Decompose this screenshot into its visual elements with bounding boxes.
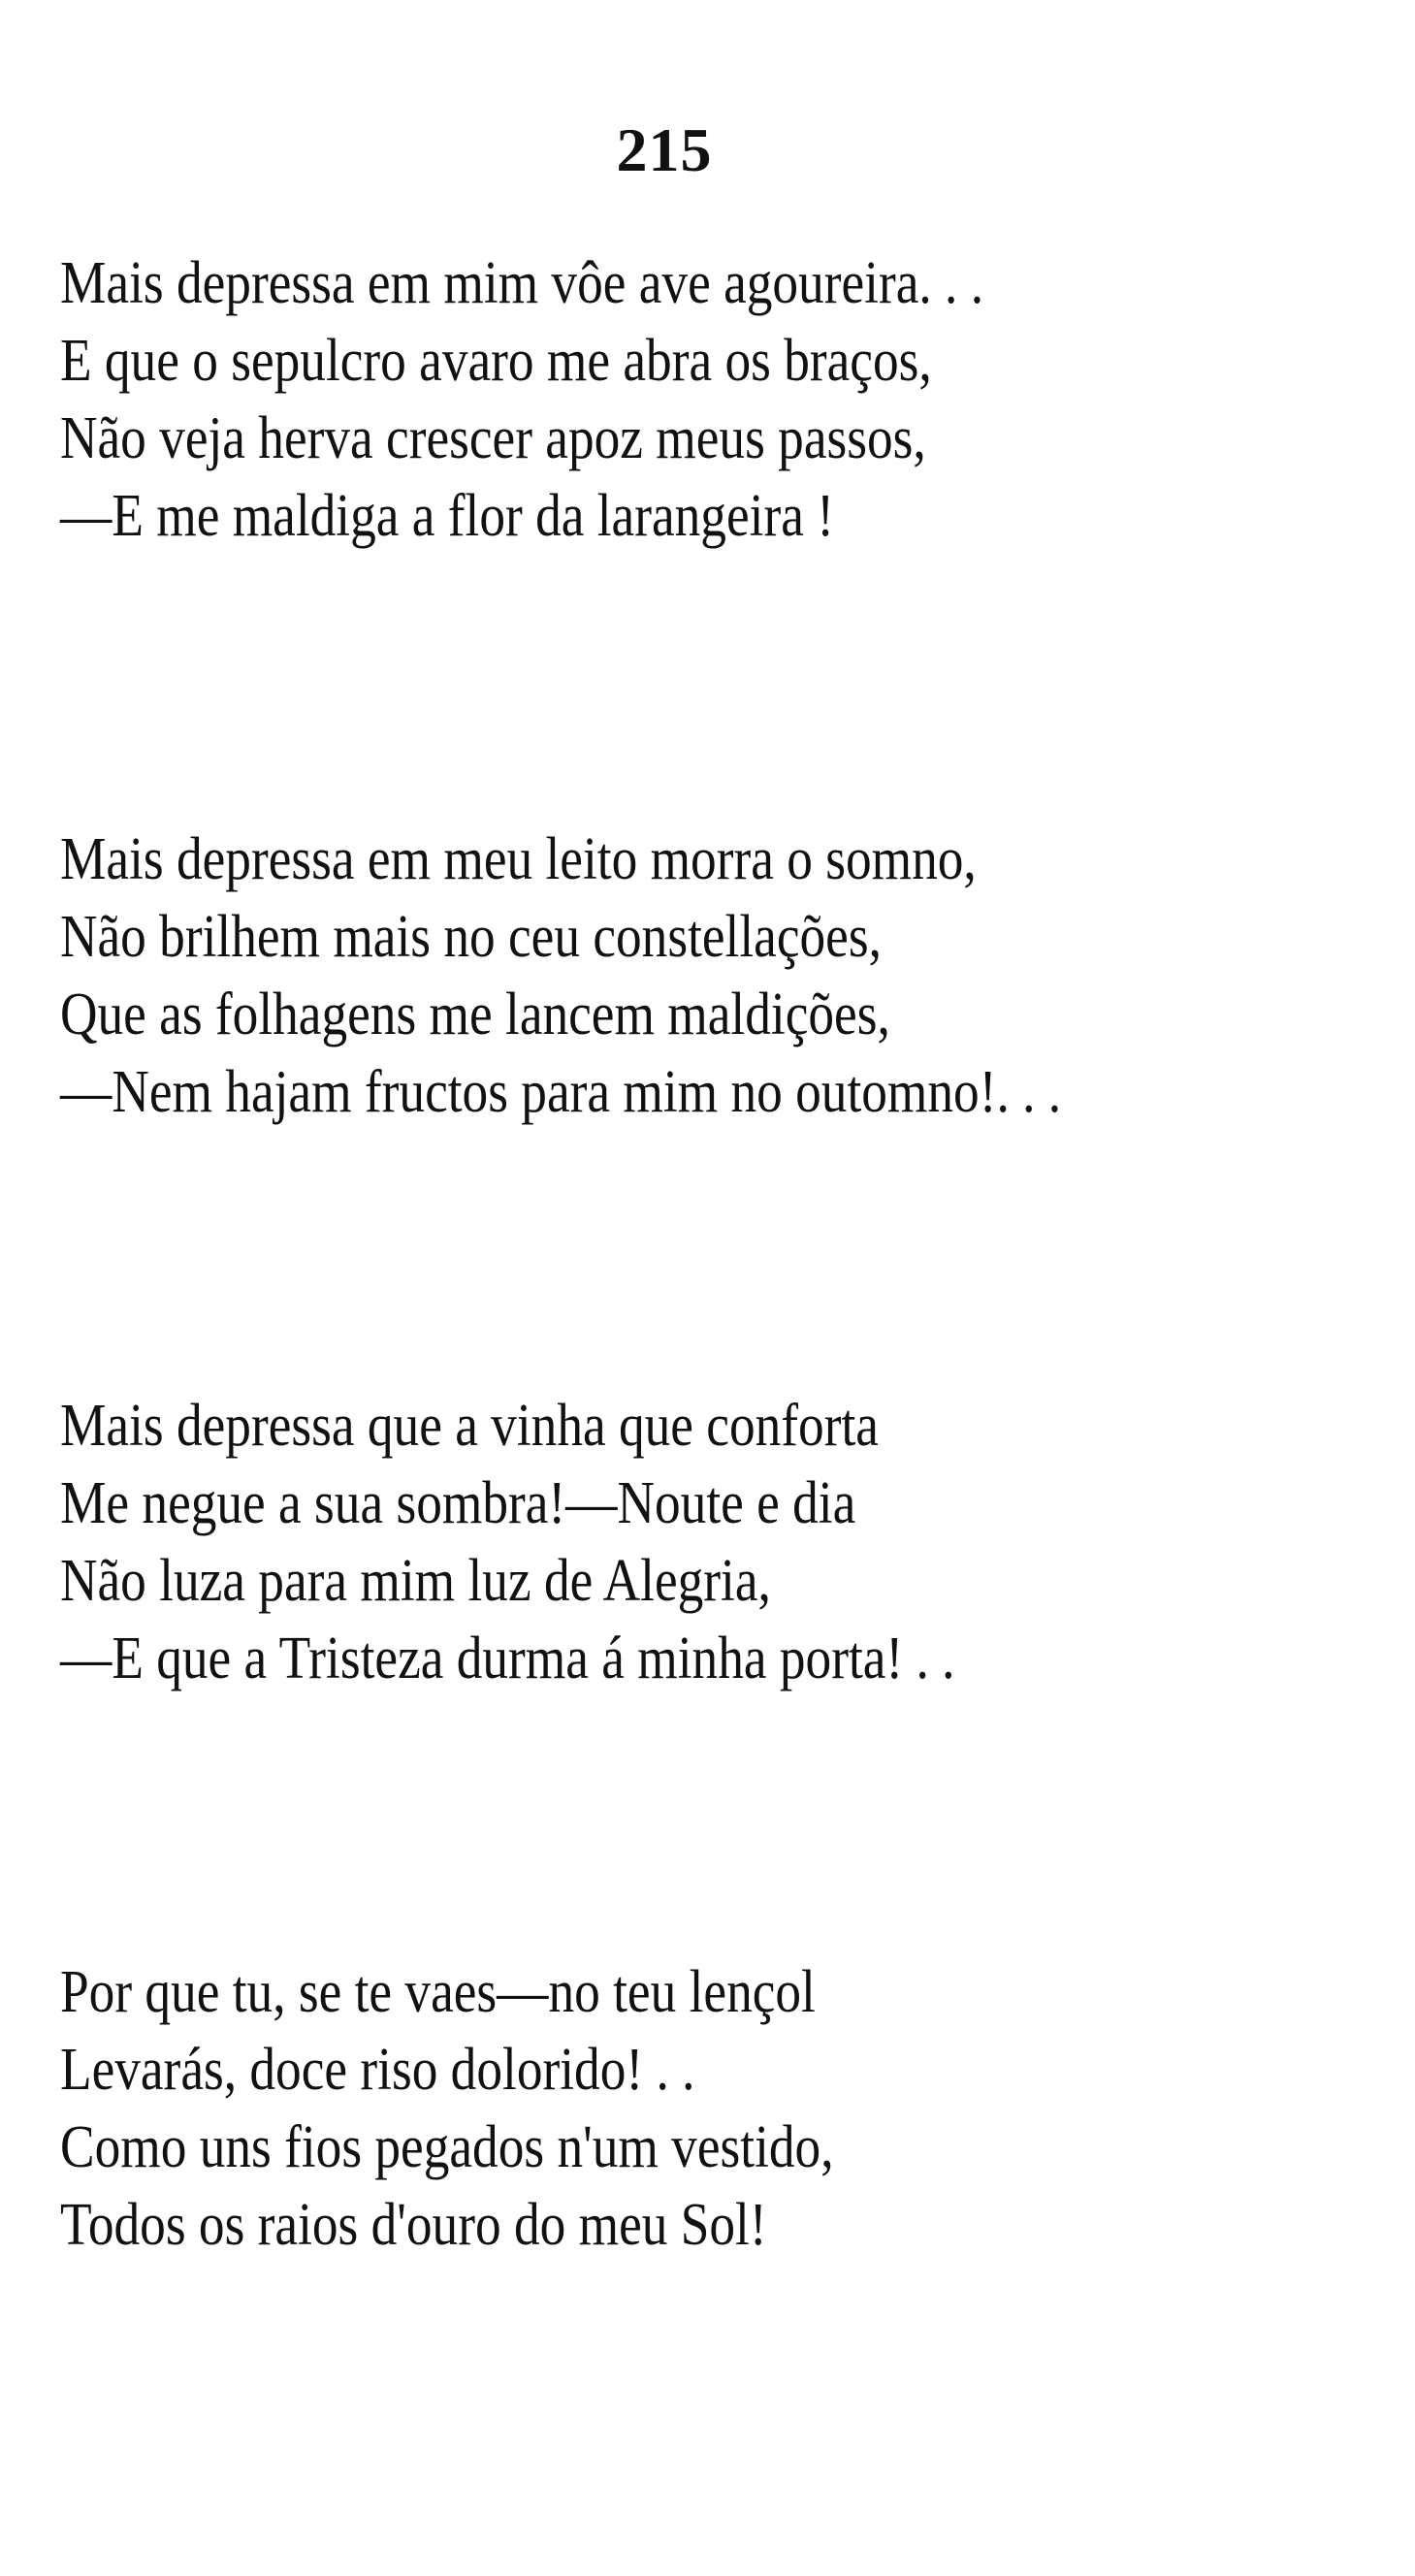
verse-line: Por que tu, se te vaes—no teu lençol [60, 1959, 816, 2025]
verse-line: Não brilhem mais no ceu constellações, [60, 904, 882, 970]
verse-line: Não luza para mim luz de Alegria, [60, 1548, 771, 1614]
verse-line: Todos os raios d'ouro do meu Sol! [60, 2192, 767, 2258]
verse-line: —E me maldiga a flor da larangeira ! [60, 483, 834, 549]
verse-line: Mais depressa em meu leito morra o somno, [60, 826, 977, 892]
verse-line: —Nem hajam fructos para mim no outomno!. . . [60, 1059, 1062, 1125]
verse-line: Mais depressa em mim vôe ave agoureira. . . [60, 250, 984, 316]
verse-line: Me negue a sua sombra!—Noute e dia [60, 1470, 856, 1536]
verse-line: Mais depressa que a vinha que conforta [60, 1393, 879, 1459]
verse-line: E que o sepulcro avaro me abra os braços, [60, 328, 932, 394]
verse-line: Não veja herva crescer apoz meus passos, [60, 405, 926, 471]
page-number: 215 [616, 115, 713, 184]
verse-line: —E que a Tristeza durma á minha porta! . . [60, 1626, 955, 1691]
verse-line: Que as folhagens me lancem maldições, [60, 982, 890, 1047]
stanza [60, 1953, 1360, 2264]
stanza [60, 821, 1360, 1131]
stanza [60, 1387, 1360, 1697]
verse-line: Levarás, doce riso dolorido! . . [60, 2037, 695, 2103]
stanza [60, 244, 1360, 555]
verse-line: Como uns fios pegados n'um vestido, [60, 2114, 834, 2180]
